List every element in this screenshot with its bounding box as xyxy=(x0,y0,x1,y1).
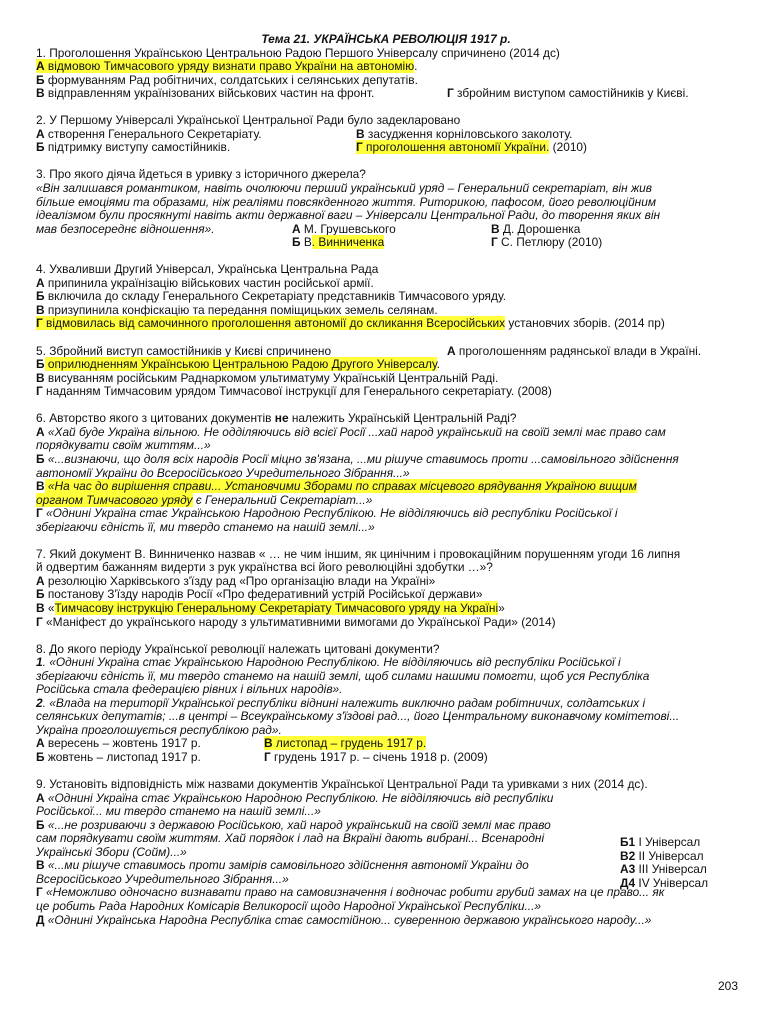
q9-excerpt-line: сам порядкувати своїм життям. Хай порядок і лад на Вкраїні дають вибрані... Всенародні xyxy=(36,831,545,846)
question-2: 2. У Першому Універсалі Української Центральної Ради було задекларовано xyxy=(36,113,461,128)
q6-option-c-cont: органом Тимчасового уряду є Генеральний Секретаріат...» xyxy=(36,492,373,507)
q8-text-1: 1. «Однині Україна стає Українською Народною Республікою. Не відділяючись від республіки Російської і xyxy=(36,655,621,670)
q2-options-a-c: А створення Генерального Секретаріату. В засудження корніловського заколоту. xyxy=(36,126,573,141)
q6-option-a-cont: порядкувати своїм життям...» xyxy=(36,438,211,453)
q9-key-item: Б1 I Універсал xyxy=(620,835,701,849)
question-8: 8. До якого періоду Української революції належать цитовані документи? xyxy=(36,641,440,656)
q7-option-c: В «Тимчасову інструкцію Генеральному Секретаріату Тимчасового уряду на Україні» xyxy=(36,600,505,615)
q5-option-c: В висуванням російським Раднаркомом ультиматуму Українській Центральній Раді. xyxy=(36,370,499,385)
q9-excerpt-line: Всеросійського Учредительного Зібрання...» xyxy=(36,871,289,886)
q6-option-b: Б «...визнаючи, що доля всіх народів Росії міцно зв'язана, ...ми рішуче ставимось проти ...самовільного здійснення xyxy=(36,451,679,466)
question-6: 6. Авторство якого з цитованих документів не належить Українській Центральній Раді? xyxy=(36,411,517,426)
q5-option-d: Г наданням Тимчасовим урядом Тимчасової інструкції для Генерального секретаріату. (2008) xyxy=(36,384,552,399)
q9-excerpt-line: Г «Неможливо одночасно визнавати право на самовизначення і водночас робити грубий замах на це право... як xyxy=(36,885,665,900)
q8-text-2-cont: селянських депутатів; ...в центрі – Всеукраїнському з'їздові рад..., його Центральному виконавчому комітетові... xyxy=(36,709,680,724)
q4-option-a: А припинила українізацію військових частин російської армії. xyxy=(36,275,374,290)
q7-option-d: Г «Маніфест до українського народу з ультимативними вимогами до Української Ради» (2014) xyxy=(36,614,556,629)
q4-option-d: Г відмовилась від самочинного проголошення автономії до скликання Всеросійських установчих зборів. (2014 пр) xyxy=(36,316,665,331)
q3-quote-line: ідеалізмом були просякнуті навіть акти державної ваги – Універсали Центральної Ради, до творення яких він xyxy=(36,208,661,223)
q9-key-item: В2 II Універсал xyxy=(620,848,704,863)
q8-text-1-cont: Російська стала федерацією рівних і вільних народів». xyxy=(36,682,343,697)
q9-excerpt-line: А «Однині Україна стає Українською Народною Республікою. Не відділяючись від республіки xyxy=(36,790,554,805)
question-1: 1. Проголошення Українською Центральною Радою Першого Універсалу спричинено (2014 дс) xyxy=(36,45,560,60)
q6-option-d: Г «Однині Україна стає Українською Народною Республікою. Не відділяючись від республіки Російської і xyxy=(36,506,618,521)
q9-key-item: Д4 IV Універсал xyxy=(620,875,709,890)
question-9: 9. Установіть відповідність між назвами документів Української Центральної Ради та уривками з них (2014 дс). xyxy=(36,777,648,792)
q3-quote-line: «Він залишався романтиком, навіть очолюючи перший український уряд – Генеральний секретаріат, він жив xyxy=(36,181,652,196)
q8-options-a-c: А вересень – жовтень 1917 р. В листопад – грудень 1917 р. xyxy=(36,736,427,751)
question-3: 3. Про якого діяча йдеться в уривку з історичного джерела? xyxy=(36,167,366,182)
page-title: Тема 21. УКРАЇНСЬКА РЕВОЛЮЦІЯ 1917 р. xyxy=(261,32,511,46)
question-5: 5. Збройний виступ самостійників у Києві спричинено А проголошенням радянської влади в Україні. xyxy=(36,343,702,358)
q2-options-b-d: Б підтримку виступу самостійників. Г проголошення автономії України. (2010) xyxy=(36,140,588,155)
q6-option-a: А «Хай буде Україна вільною. Не одділяючись від всієї Росії ...хай народ український на своїй землі має право сам xyxy=(36,424,666,439)
document-page xyxy=(36,33,736,927)
page-number: 203 xyxy=(718,979,739,993)
q3-options-b-d: Б В. Винниченка Г С. Петлюру (2010) xyxy=(292,235,603,250)
question-7: 7. Який документ В. Винниченко назвав « … не чим іншим, як цинічним і провокаційним порушенням угоди 16 липня xyxy=(36,546,681,561)
q6-option-c: В «На час до вирішення справи... Установчими Зборами по справах місцевого врядування Україною вищим xyxy=(36,479,637,494)
q8-text-1-cont: зберігаючи єдність її, ми твердо станемо на нашій землі, щоб силами нашими помогти, щоб уся Республіка xyxy=(36,668,650,683)
q3-quote-end-options-a-c: мав безпосереднє відношення». А М. Грушевського В Д. Дорошенка xyxy=(36,221,581,236)
q9-excerpt-line: В «...ми рішуче ставимось проти замірів самовільного здійснення автономії України до xyxy=(36,858,529,873)
q9-answer-key xyxy=(620,836,708,890)
q9-excerpt-line: Д «Однині Українська Народна Республіка стає самостійною... суверенною державою українського народу...» xyxy=(36,912,652,927)
q1-options-c-d: В відправленням українізованих військових частин на фронт. Г збройним виступом самостійників у Києві. xyxy=(36,86,689,101)
q7-option-b: Б постанову З'їзду народів Росії «Про федеративний устрій Російської держави» xyxy=(36,587,483,602)
q3-quote-line: більше емоціями та образами, ніж реаліями повсякденного життя. Риторикою, пафосом, його революційним xyxy=(36,194,656,209)
q5-option-b: Б оприлюдненням Українською Центральною Радою Другого Універсалу. xyxy=(36,357,441,372)
q1-option-a: А відмовою Тимчасового уряду визнати право України на автономію. xyxy=(36,59,418,74)
q4-option-c: В призупинила конфіскацію та передання поміщицьких земель селянам. xyxy=(36,302,438,317)
question-4: 4. Ухваливши Другий Універсал, Українська Центральна Рада xyxy=(36,262,379,277)
q6-option-b-cont: автономії України до Всеросійського Учредительного Зібрання...» xyxy=(36,465,410,480)
question-7-cont: й одвертим бажанням видерти з рук українства всі його революційні здобутки …»? xyxy=(36,560,493,575)
q9-excerpt-line: це робить Рада Народних Комісарів Великоросії щодо Народної Української Республіки...» xyxy=(36,899,542,913)
q4-option-b: Б включила до складу Генерального Секретаріату представників Тимчасового уряду. xyxy=(36,289,506,304)
q9-key-item: А3 III Універсал xyxy=(620,862,707,877)
q8-options-b-d: Б жовтень – листопад 1917 р. Г грудень 1917 р. – січень 1918 р. (2009) xyxy=(36,749,488,764)
q9-excerpt-line: Б «...не розриваючи з державою Російською, хай народ український на своїй землі має право xyxy=(36,817,551,832)
q6-option-d-cont: зберігаючи єдність її, ми твердо станемо на нашій землі...» xyxy=(36,519,375,534)
q1-option-b: Б формуванням Рад робітничих, солдатських і селянських депутатів. xyxy=(36,72,418,87)
q8-text-2-cont: Україна проголошується республікою рад». xyxy=(36,722,282,737)
q7-option-a: А резолюцію Харківського з'їзду рад «Про організацію влади на Україні» xyxy=(36,573,436,588)
q9-excerpt-line: Українські Збори (Сойм)...» xyxy=(36,844,187,859)
q8-text-2: 2. «Влада на території Української республіки віднині належить виключно радам робітничих, солдатських і xyxy=(36,695,646,710)
q9-excerpt-line: Російської... ми твердо станемо на нашій землі...» xyxy=(36,804,321,819)
